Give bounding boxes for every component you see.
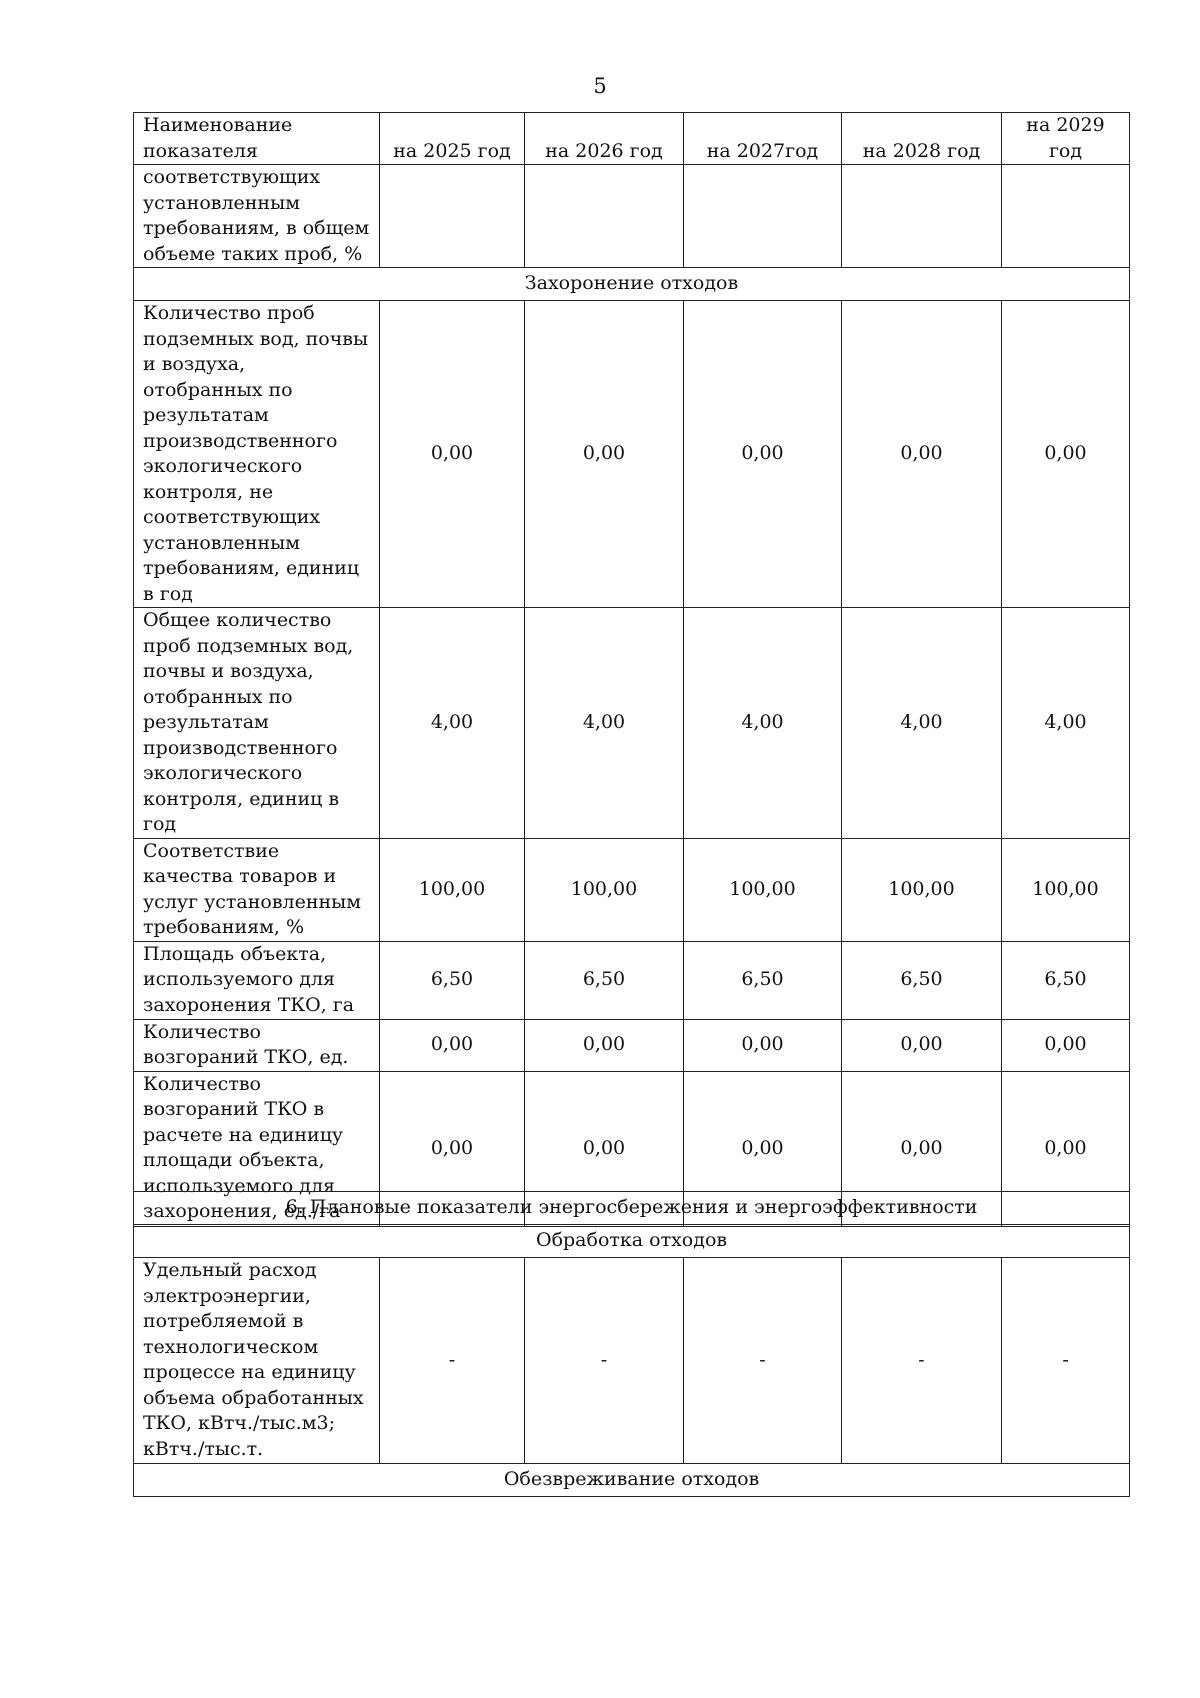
row-value (842, 165, 1002, 268)
row-name: Общее количество проб подземных вод, почвы и воздуха, отобранных по результатам производственного экологического контроля, единиц в год (134, 608, 380, 839)
table-row (134, 1258, 1130, 1464)
row-value: 0,00 (380, 1071, 525, 1226)
row-value: 0,00 (1002, 301, 1130, 608)
header-name: Наименование показателя (134, 113, 380, 165)
row-value: 4,00 (842, 608, 1002, 839)
row-name: Соответствие качества товаров и услуг установленным требованиям, % (134, 838, 380, 941)
header-row (134, 113, 1130, 165)
row-name: Количество возгораний ТКО, ед. (134, 1019, 380, 1071)
row-value: 0,00 (380, 301, 525, 608)
row-value: 0,00 (842, 1019, 1002, 1071)
table-row (134, 608, 1130, 839)
row-value: - (380, 1258, 525, 1464)
header-year-2029: на 2029 год (1002, 113, 1130, 165)
header-year-2026: на 2026 год (525, 113, 684, 165)
row-value: 6,50 (1002, 941, 1130, 1019)
indicators-table (133, 112, 1130, 1227)
row-value: 100,00 (380, 838, 525, 941)
row-value: 0,00 (684, 1019, 842, 1071)
row-value: 0,00 (380, 1019, 525, 1071)
row-value: 6,50 (525, 941, 684, 1019)
row-value: 0,00 (1002, 1071, 1130, 1226)
row-value: 6,50 (842, 941, 1002, 1019)
row-value: 100,00 (1002, 838, 1130, 941)
row-name: соответствующих установленным требованиям, в общем объеме таких проб, % (134, 165, 380, 268)
row-value: 6,50 (684, 941, 842, 1019)
row-value (1002, 165, 1130, 268)
row-value: 4,00 (684, 608, 842, 839)
row-value: 6,50 (380, 941, 525, 1019)
table-row (134, 838, 1130, 941)
row-value: - (1002, 1258, 1130, 1464)
section-neutralization: Обезвреживание отходов (134, 1464, 1130, 1497)
section-burial: Захоронение отходов (134, 268, 1130, 301)
header-year-2027: на 2027год (684, 113, 842, 165)
row-value: 100,00 (842, 838, 1002, 941)
table-row (134, 941, 1130, 1019)
section6-title: 6. Плановые показатели энергосбережения и энергоэффективности (134, 1192, 1130, 1225)
section-row (134, 1464, 1130, 1497)
row-value (525, 165, 684, 268)
row-value (380, 165, 525, 268)
section-processing: Обработка отходов (134, 1225, 1130, 1258)
header-year-2028: на 2028 год (842, 113, 1002, 165)
row-value: 0,00 (684, 1071, 842, 1226)
section-row (134, 1225, 1130, 1258)
row-value: 100,00 (525, 838, 684, 941)
row-name: Удельный расход электроэнергии, потребляемой в технологическом процессе на единицу объема обработанных ТКО, кВтч./тыс.м3; кВтч./тыс.т. (134, 1258, 380, 1464)
energy-table (133, 1191, 1130, 1497)
row-name: Площадь объекта, используемого для захоронения ТКО, га (134, 941, 380, 1019)
header-year-2025: на 2025 год (380, 113, 525, 165)
section-row (134, 268, 1130, 301)
row-value: 4,00 (1002, 608, 1130, 839)
row-value: 4,00 (380, 608, 525, 839)
table-row (134, 301, 1130, 608)
row-name: Количество возгораний ТКО в расчете на единицу площади объекта, используемого для захоронения, ед./га (134, 1071, 380, 1226)
row-value: - (684, 1258, 842, 1464)
row-name: Количество проб подземных вод, почвы и воздуха, отобранных по результатам производственного экологического контроля, не соответствующих установленным требованиям, единиц в год (134, 301, 380, 608)
row-value: 0,00 (842, 301, 1002, 608)
row-value: - (525, 1258, 684, 1464)
table-row (134, 1019, 1130, 1071)
row-value: 0,00 (684, 301, 842, 608)
row-value: 0,00 (842, 1071, 1002, 1226)
row-value: - (842, 1258, 1002, 1464)
table-row (134, 165, 1130, 268)
row-value: 100,00 (684, 838, 842, 941)
row-value: 0,00 (525, 301, 684, 608)
row-value (684, 165, 842, 268)
section-row (134, 1192, 1130, 1225)
page-number: 5 (593, 74, 607, 98)
row-value: 0,00 (525, 1071, 684, 1226)
row-value: 0,00 (1002, 1019, 1130, 1071)
row-value: 0,00 (525, 1019, 684, 1071)
row-value: 4,00 (525, 608, 684, 839)
